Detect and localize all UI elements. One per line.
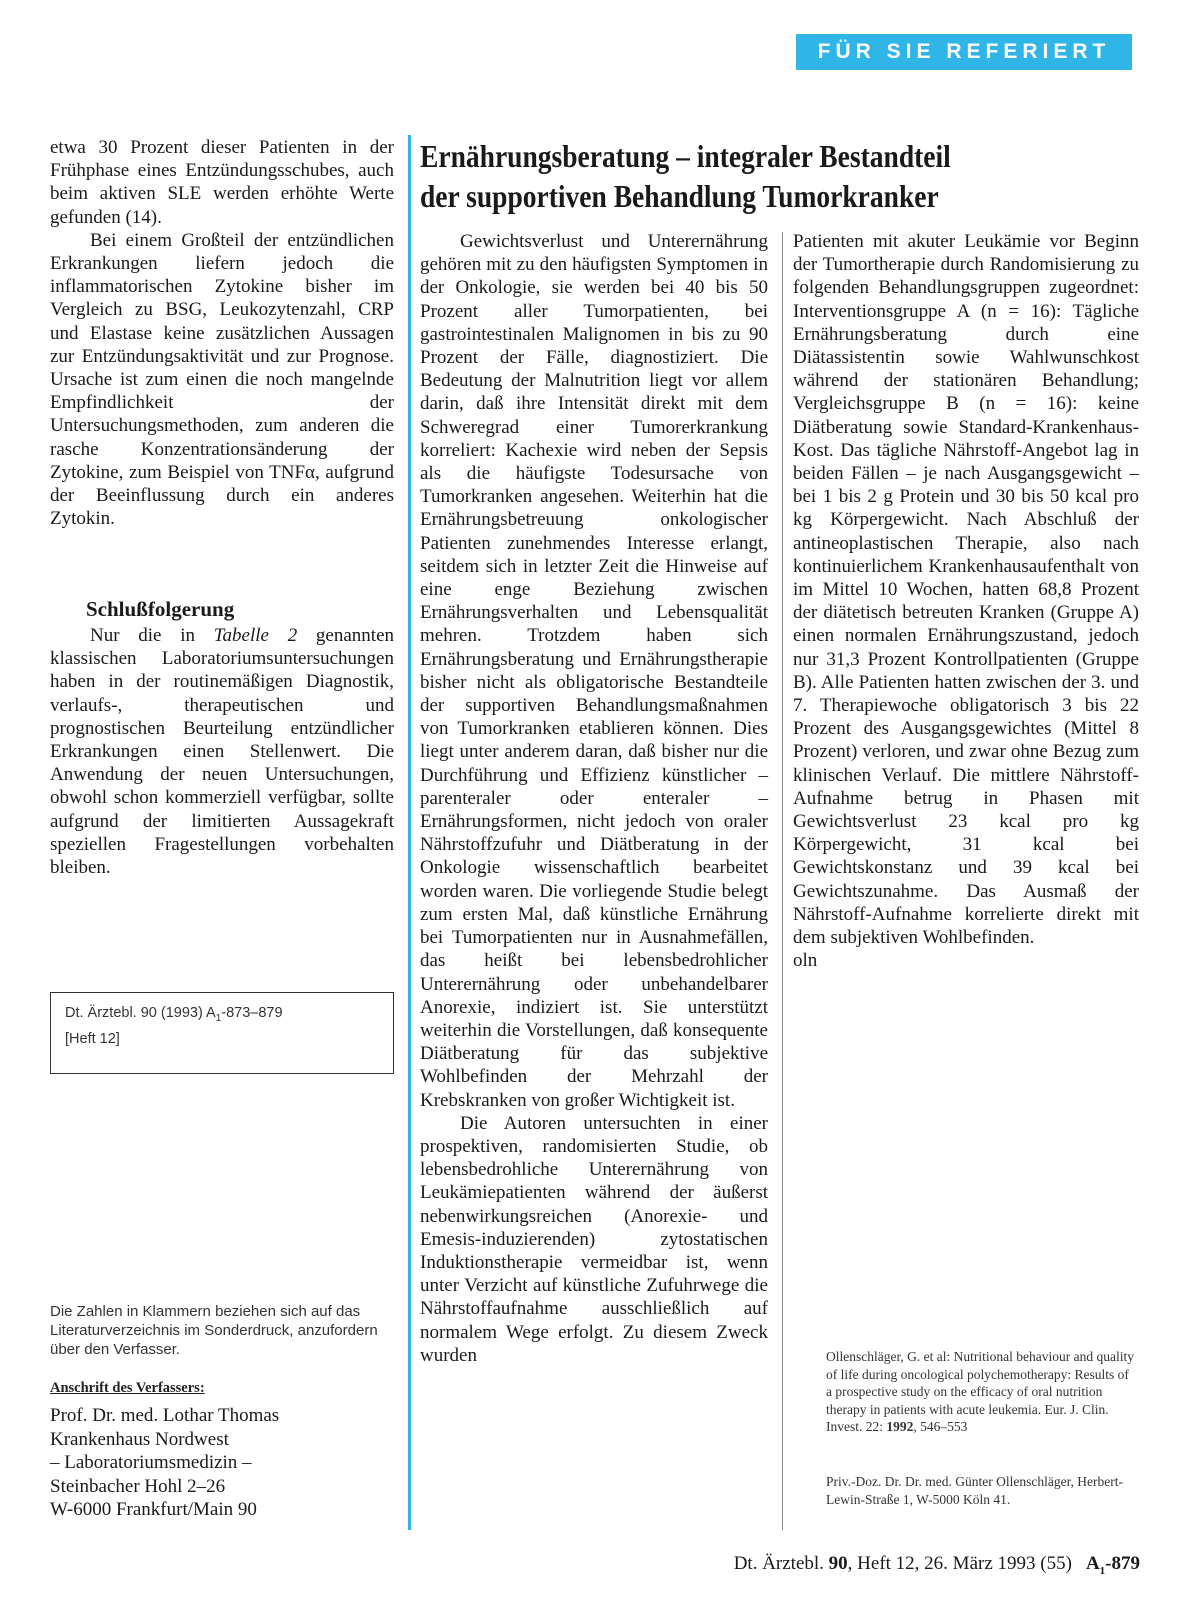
- middle-paragraph-1: Gewichtsverlust und Unterernährung gehören mit zu den häufigsten Symptomen in der Onkologie, sie werden bei 40 bis 50 Prozent aller Tumorpatienten, bei gastrointestinalen Malignomen in bis zu 90 Prozent der Fälle, diagnostiziert. Die Bedeutung der Malnutrition liegt vor allem darin, daß ihre Intensität direkt mit dem Schweregrad einer Tumorerkrankung korreliert: Kachexie wird neben der Sepsis als die häufigste Todesursache von Tumorkranken angesehen. Weiterhin hat die Ernährungsbetreuung onkologischer Patienten zunehmendes Interesse erlangt, seitdem sich in letzter Zeit die Hinweise auf eine enge Beziehung zwischen Ernährungsverhalten und Lebensqualität mehren. Trotzdem haben sich Ernährungsberatung und Ernährungstherapie bisher nicht als obligatorische Bestandteile der supportiven Behandlungsmaßnahmen von Tumorkranken etablieren können. Dies liegt unter anderem daran, daß bisher nur die Durchführung und Effizienz künstlicher – parenteraler oder enteraler – Ernährungsformen, nicht jedoch von oraler Nährstoffzufuhr und Diätberatung in der Onkologie wissenschaftlich bearbeitet worden waren. Die vorliegende Studie belegt zum ersten Mal, daß künstliche Ernährung bei Tumorpatienten nur in Ausnahmefällen, das heißt bei lebensbedrohlicher Unterernährung oder unbehandelbarer Anorexie, indiziert ist. Sie unterstützt weiterhin die Vorstellungen, daß konsequente Diätberatung für das subjektive Wohlbefinden der Mehrzahl der Krebskranken von großer Wichtigkeit ist.: [420, 231, 768, 1111]
- conclusion-text-b: genannten klassischen Laboratoriumsuntersuchungen haben in der routinemäßigen Diagnostik, verlaufs-, therapeutischen und prognostischen Beurteilung entzündlicher Erkrankungen einen Stellenwert. Die Anwendung der neuen Untersuchungen, obwohl schon kommerziell verfügbar, sollte aufgrund der limitierten Aussagekraft speziellen Fragestellungen vorbehalten bleiben.: [50, 625, 395, 879]
- accent-rule: [408, 135, 411, 1530]
- address-line: Krankenhaus Nordwest: [50, 1428, 229, 1450]
- section-heading: Schlußfolgerung: [86, 597, 235, 621]
- citation-box: [50, 992, 394, 1074]
- citation-line-1: [65, 1003, 379, 1029]
- address-line: Steinbacher Hohl 2–26: [50, 1475, 226, 1497]
- article-headline: [420, 136, 1039, 216]
- citation-sub: 1: [215, 1012, 222, 1024]
- author-address: [50, 1404, 394, 1522]
- left-column: [50, 136, 394, 530]
- page-num: -879: [1105, 1553, 1140, 1574]
- headline-line-2: der supportiven Behandlung Tumorkranker: [420, 178, 939, 214]
- page-footer: [660, 1553, 1140, 1577]
- author-signature: oln: [793, 950, 818, 972]
- citation-line-2: [Heft 12]: [65, 1030, 120, 1047]
- column-divider: [782, 232, 783, 1530]
- footer-volume: 90: [828, 1553, 848, 1574]
- page-prefix: A: [1085, 1553, 1100, 1574]
- left-paragraph-1: etwa 30 Prozent dieser Patienten in der Frühphase eines Entzündungsschubes, auch beim aktiven SLE werden erhöhte Werte gefunden (14).: [50, 137, 394, 228]
- footer-journal: Dt. Ärztebl.: [733, 1553, 829, 1574]
- footer-issue: , Heft 12, 26. März 1993 (55): [847, 1553, 1072, 1574]
- conclusion-text-a: Nur die in: [90, 625, 214, 646]
- table-reference: Tabelle 2: [213, 625, 298, 646]
- right-paragraph-1: Patienten mit akuter Leukämie vor Beginn der Tumortherapie durch Randomisierung zu folgenden Behandlungsgruppen zugeordnet: Interventionsgruppe A (n = 16): Tägliche Ernährungsberatung durch eine Diätassistentin sowie Wahlwunschkost während der stationären Behandlung; Vergleichsgruppe B (n = 16): keine Diätberatung sowie Standard-Krankenhaus-Kost. Das tägliche Nährstoff-Angebot lag in beiden Fällen – je nach Ausgangsgewicht – bei 1 bis 2 g Protein und 30 bis 50 kcal pro kg Körpergewicht. Nach Abschluß der antineoplastischen Therapie, also nach kontinuierlichem Krankenhausaufenthalt von im Mittel 10 Wochen, hatten 68,8 Prozent der diätetisch betreuten Kranken (Gruppe A) einen normalen Ernährungszustand, jedoch nur 31,3 Prozent Kontrollpatienten (Gruppe B). Alle Patienten hatten zwischen der 3. und 7. Therapiewoche obligatorisch 3 bis 22 Prozent des Ausgangsgewichtes (Mittel 8 Prozent) verloren, und zwar ohne Bezug zum klinischen Verlauf. Die mittlere Nährstoff-Aufnahme betrug in Phasen mit Gewichtsverlust 23 kcal pro kg Körpergewicht, 31 kcal bei Gewichtskonstanz und 39 kcal bei Gewichtszunahme. Das Ausmaß der Nährstoff-Aufnahme korrelierte direkt mit dem subjektiven Wohlbefinden.: [793, 231, 1139, 949]
- reference-contact: Priv.-Doz. Dr. Dr. med. Günter Ollenschläger, Herbert-Lewin-Straße 1, W-5000 Köln 41.: [826, 1474, 1123, 1507]
- reference-text: Ollenschläger, G. et al: Nutritional behaviour and quality of life during oncological polychemotherapy: Results of a prospective study on the efficacy of oral nutrition therapy in patients with acute leukemia. Eur. J. Clin. Invest. 22:: [826, 1349, 1134, 1434]
- page-number: [1085, 1553, 1140, 1577]
- right-column: [793, 230, 1139, 973]
- headline-line-1: Ernährungsberatung – integraler Bestandteil: [420, 138, 951, 174]
- middle-paragraph-2: Die Autoren untersuchten in einer prospektiven, randomisierten Studie, ob lebensbedrohliche Unterernährung von Leukämiepatienten während der äußerst nebenwirkungsreichen (Anorexie- und Emesis-induzierenden) zytostatischen Induktionstherapie vermeidbar ist, wenn unter Verzicht auf künstliche Zufuhrwege die Nährstoffaufnahme ausschließlich auf normalem Wege erfolgt. Zu diesem Zweck wurden: [420, 1112, 768, 1366]
- address-line: Prof. Dr. med. Lothar Thomas: [50, 1405, 280, 1426]
- address-line: W-6000 Frankfurt/Main 90: [50, 1499, 257, 1520]
- references-footnote: Die Zahlen in Klammern beziehen sich auf das Literaturverzeichnis im Sonderdruck, anzufordern über den Verfasser.: [50, 1303, 378, 1358]
- conclusion-block: [50, 624, 394, 879]
- left-paragraph-2: Bei einem Großteil der entzündlichen Erkrankungen liefern jedoch die inflammatorischen Zytokine bisher im Vergleich zu BSG, Leukozytenzahl, CRP und Elastase keine zusätzlichen Aussagen zur Entzündungsaktivität und zur Prognose. Ursache ist zum einen die noch mangelnde Empfindlichkeit der Untersuchungsmethoden, zum anderen die rasche Konzentrationsänderung der Zytokine, zum Beispiel von TNFα, aufgrund der Beeinflussung durch ein anderes Zytokin.: [50, 229, 394, 530]
- middle-column: [420, 230, 768, 1367]
- address-label: Anschrift des Verfassers:: [50, 1380, 205, 1396]
- conclusion-paragraph: [50, 624, 394, 879]
- address-line: – Laboratoriumsmedizin –: [50, 1452, 252, 1473]
- section-banner: FÜR SIE REFERIERT: [796, 34, 1132, 70]
- citation-source: Dt. Ärztebl. 90 (1993) A: [65, 1005, 216, 1021]
- citation-pages: -873–879: [221, 1005, 283, 1021]
- reference-entry: [826, 1348, 1138, 1436]
- page-sub: 1: [1099, 1564, 1106, 1577]
- reference-year: 1992: [886, 1419, 914, 1434]
- reference-pages: , 546–553: [913, 1419, 968, 1434]
